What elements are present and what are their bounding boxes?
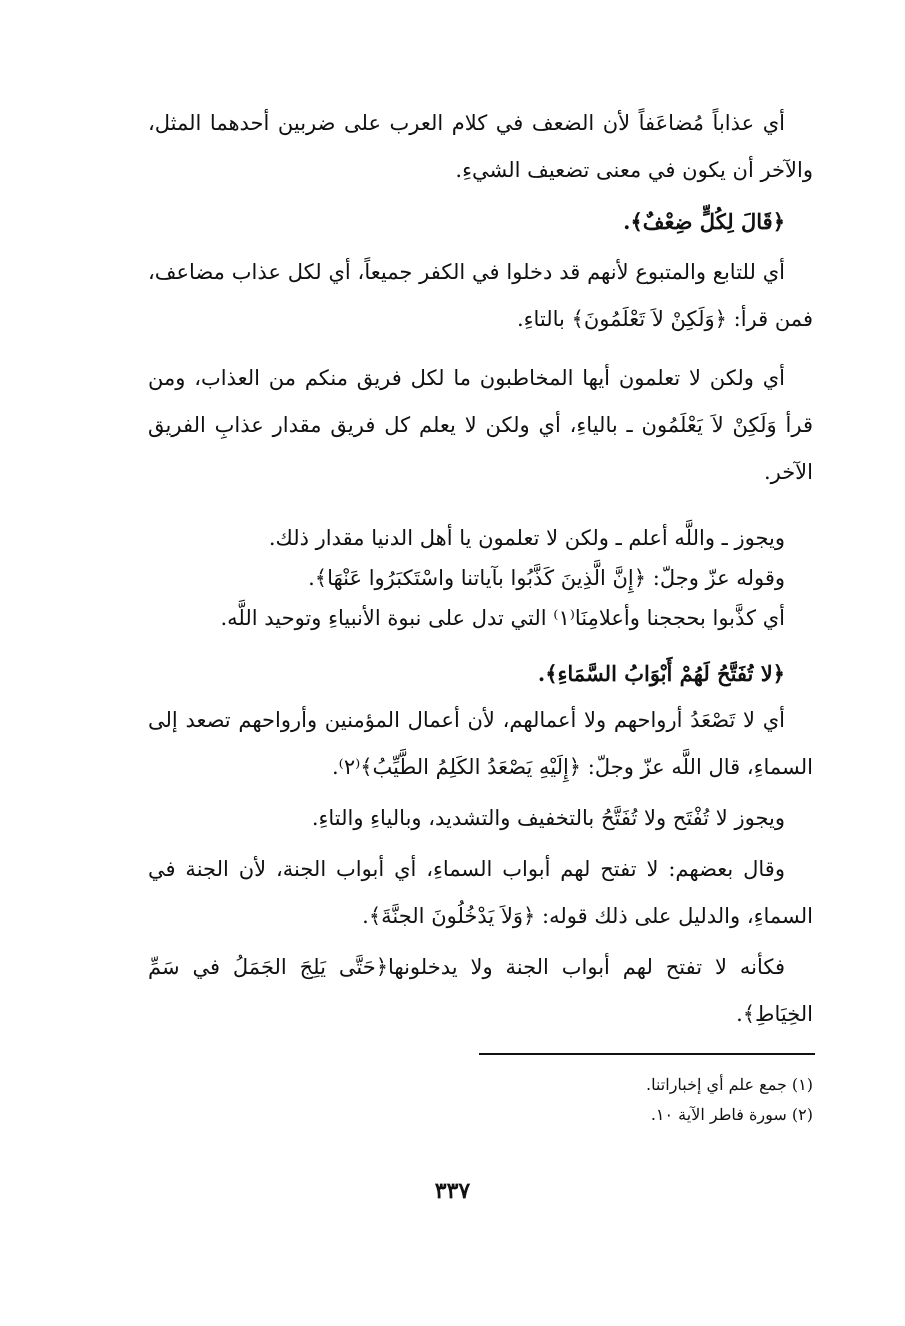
paragraph-12: فكأنه لا تفتح لهم أبواب الجنة ولا يدخلونها﴿حَتَّى يَلِجَ الجَمَلُ في سَمِّ الخِيَاطِ﴾. xyxy=(148,955,813,1026)
paragraph-4: أي ولكن لا تعلمون أيها المخاطبون ما لكل فريق منكم من العذاب، ومن قرأ وَلَكِنْ لاَ يَعْلَمُون ـ بالياءِ، أي ولكن لا يعلم كل فريق مقدار عذابِ الفريق الآخر. xyxy=(148,366,813,484)
paragraph-3: أي للتابع والمتبوع لأنهم قد دخلوا في الكفر جميعاً، أي لكل عذاب مضاعف، فمن قرأ: ﴿وَلَكِنْ لاَ تَعْلَمُونَ﴾ بالتاءِ. xyxy=(148,260,813,331)
paragraph-11: وقال بعضهم: لا تفتح لهم أبواب السماءِ، أي أبواب الجنة، لأن الجنة في السماءِ، والدليل على ذلك قوله: ﴿وَلاَ يَدْخُلُونَ الجنَّةَ﴾. xyxy=(148,857,813,928)
paragraph-6: وقوله عزّ وجلّ: ﴿إِنَّ الَّذِينَ كَذَّبُوا بآياتنا واسْتَكبَرُوا عَنْهَا﴾. xyxy=(308,566,785,590)
paragraph-9: أي لا تَصْعَدُ أرواحهم ولا أعمالهم، لأن أعمال المؤمنين وأرواحهم تصعد إلى السماءِ، قال اللَّه عزّ وجلّ: ﴿إِلَيْهِ يَصْعَدُ الكَلِمُ الطَّيِّبُ﴾⁽٢⁾. xyxy=(148,708,813,779)
footnote-divider xyxy=(479,1053,815,1055)
footnotes xyxy=(148,1070,813,1130)
footnote-2: (٢) سورة فاطر الآية ١٠. xyxy=(650,1105,813,1124)
footnote-1: (١) جمع علم أي إخباراتنا. xyxy=(646,1075,813,1094)
page-body xyxy=(148,100,813,1038)
paragraph-10: ويجوز لا تُفْتَح ولا تُفَتَّحُ بالتخفيف والتشديد، وبالياءِ والتاءِ. xyxy=(311,806,785,830)
paragraph-1: أي عذاباً مُضاعَفاً لأن الضعف في كلام العرب على ضربين أحدهما المثل، والآخر أن يكون في معنى تضعيف الشيءِ. xyxy=(148,111,813,182)
paragraph-2: ﴿قَالَ لِكُلٍّ ضِعْفٌ﴾. xyxy=(623,209,785,234)
paragraph-7: أي كذَّبوا بحججنا وأعلامِنَا⁽١⁾ التي تدل على نبوة الأنبياءِ وتوحيد اللَّه. xyxy=(220,606,785,630)
paragraph-8: ﴿لا تُفَتَّحُ لَهُمْ أَبْوَابُ السَّمَاءِ﴾. xyxy=(537,661,785,686)
page-number: ٣٣٧ xyxy=(434,1178,471,1204)
paragraph-5: ويجوز ـ واللَّه أعلم ـ ولكن لا تعلمون يا أهل الدنيا مقدار ذلك. xyxy=(268,526,785,550)
